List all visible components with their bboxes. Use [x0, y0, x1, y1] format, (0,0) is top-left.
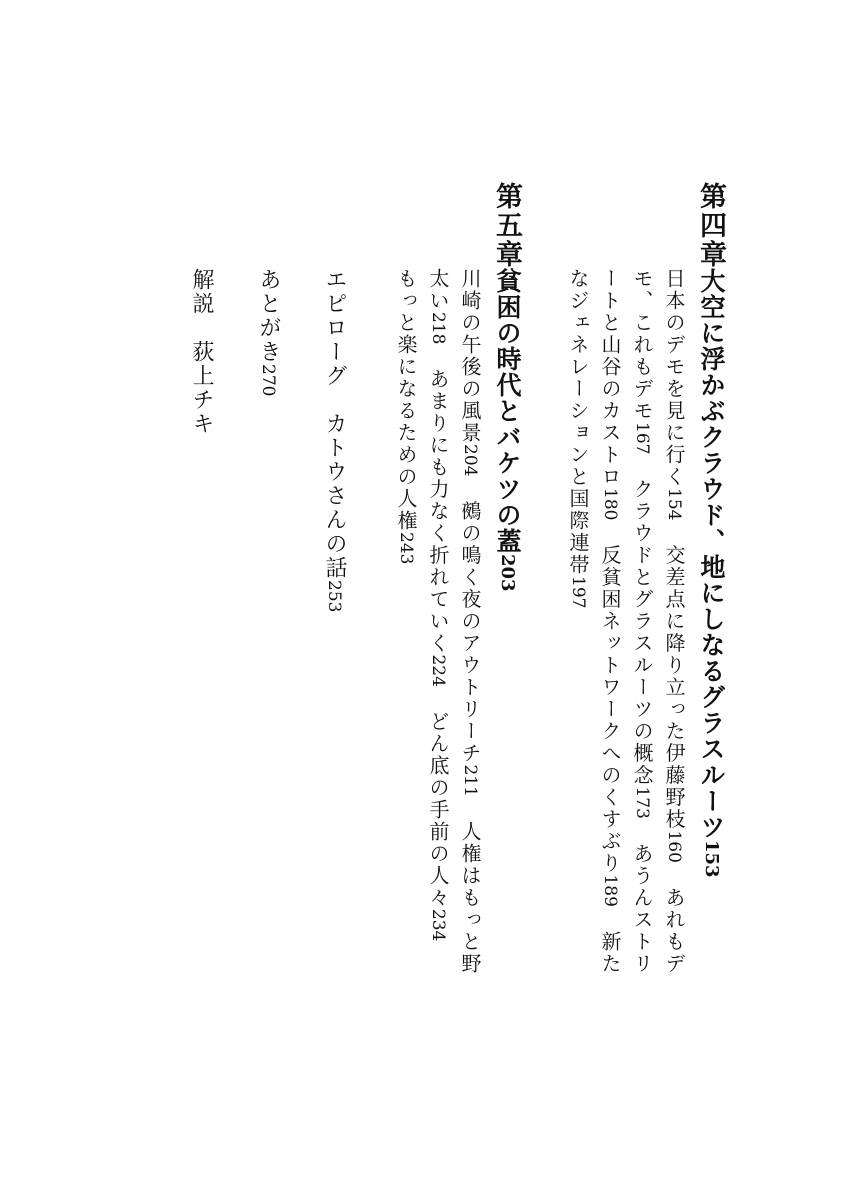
chapter-5-heading: 第五章: [491, 182, 522, 269]
toc-entry[interactable]: 反貧困ネットワークへのくすぶり: [598, 544, 622, 875]
toc-entry[interactable]: 川崎の午後の風景: [458, 268, 482, 444]
page-number: 154: [664, 488, 684, 521]
toc-entry[interactable]: もっと楽になるための人権: [394, 268, 418, 532]
page-number: 243: [396, 532, 416, 565]
chapter-4-title-text: 大空に浮かぶクラウド、地にしなるグラスルーツ: [697, 268, 726, 840]
page-number: 203: [497, 554, 518, 592]
commentary-label: 解説: [189, 268, 214, 316]
page-number: 253: [324, 580, 344, 613]
toc-entry[interactable]: 日本のデモを見に行く: [662, 268, 686, 488]
page-number: 197: [568, 576, 588, 609]
page-number: 224: [428, 654, 448, 687]
toc-entry[interactable]: 鵺の鳴く夜のアウトリーチ: [458, 500, 482, 765]
toc-column-ch5-3: [396, 268, 416, 564]
commentary-author: 荻上チキ: [189, 340, 214, 436]
afterword-label: あとがき: [256, 268, 281, 364]
toc-entry[interactable]: ートと山谷のカストロ: [598, 268, 622, 488]
page-number: 180: [600, 488, 620, 521]
epilogue-title: カトウさんの話: [322, 412, 347, 580]
epilogue-label: エピローグ: [322, 268, 347, 388]
toc-column-ch4-2: [632, 268, 652, 975]
toc-entry[interactable]: あうんストリ: [630, 842, 654, 975]
toc-entry[interactable]: モ、これもデモ: [630, 268, 654, 422]
toc-column-ch5-1: [460, 268, 480, 975]
toc-afterword[interactable]: [257, 268, 279, 396]
toc-entry[interactable]: クラウドとグラスルーツの概念: [630, 478, 654, 787]
toc-entry[interactable]: 太い: [426, 268, 450, 312]
toc-entry[interactable]: あれもデ: [662, 886, 686, 975]
toc-column-ch4-1: [664, 268, 684, 975]
page-number: 173: [632, 786, 652, 819]
chapter-4-heading: 第四章: [695, 182, 726, 269]
toc-epilogue[interactable]: [323, 268, 345, 612]
page-number: 204: [460, 444, 480, 477]
toc-column-ch4-4: [568, 268, 588, 608]
page-number: 153: [701, 840, 722, 878]
page-number: 211: [460, 764, 480, 797]
toc-entry[interactable]: なジェネレーションと国際連帯: [566, 268, 590, 576]
toc-entry[interactable]: どん底の手前の人々: [426, 710, 450, 909]
toc-entry[interactable]: あまりにも力なく折れていく: [426, 368, 450, 655]
toc-column-ch5-2: [428, 268, 448, 941]
chapter-5-title[interactable]: [495, 268, 520, 592]
toc-commentary[interactable]: [190, 268, 212, 436]
toc-entry[interactable]: 交差点に降り立った伊藤野枝: [662, 544, 686, 831]
page-number: 270: [258, 364, 278, 397]
toc-entry[interactable]: 人権はもっと野: [458, 820, 482, 975]
page-number: 234: [428, 908, 448, 942]
chapter-5-title-text: 貧困の時代とバケツの蓋: [493, 268, 522, 554]
page-number: 160: [664, 830, 684, 863]
toc-column-ch4-3: [600, 268, 620, 975]
page-number: 189: [600, 874, 620, 907]
page-number: 218: [428, 312, 448, 345]
toc-entry[interactable]: 新た: [598, 930, 622, 975]
page-number: 167: [632, 422, 652, 455]
chapter-4-title[interactable]: [699, 268, 724, 878]
